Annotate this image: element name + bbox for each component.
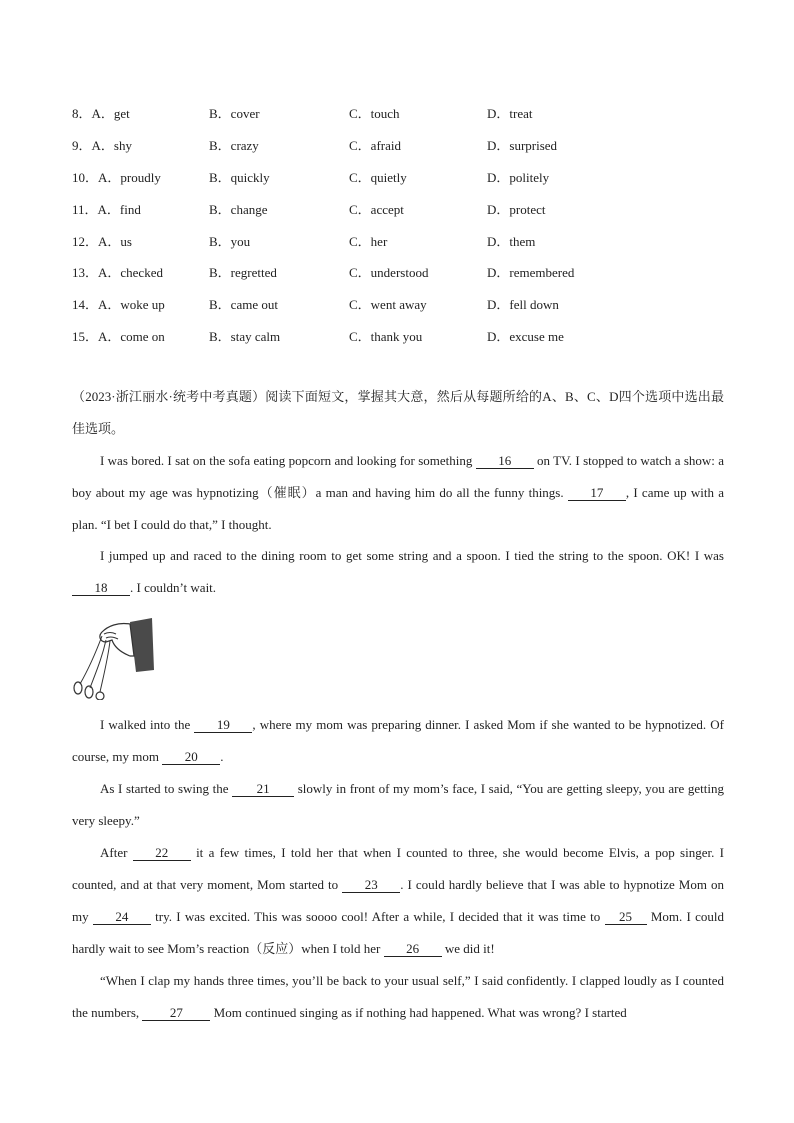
option-a: 11．A．find — [72, 202, 141, 217]
passage-text: After — [100, 845, 133, 860]
option-c: C．afraid — [349, 138, 401, 153]
option-c: C．quietly — [349, 170, 407, 185]
option-d: D．surprised — [487, 138, 558, 153]
option-d: D．remembered — [487, 265, 575, 280]
passage-text: I walked into the — [100, 717, 195, 732]
option-row — [0, 231, 794, 251]
option-c: C．her — [349, 234, 388, 249]
passage-paragraph — [72, 837, 724, 965]
passage-text: I was bored. I sat on the sofa eating popcorn and looking for something — [100, 453, 476, 468]
option-a: 15．A．come on — [72, 329, 165, 344]
section-instruction: （2023·浙江丽水·统考中考真题）阅读下面短文，掌握其大意，然后从每题所给的A、B、C、D四个选项中选出最佳选项。 — [72, 389, 724, 436]
option-b: B．regretted — [209, 265, 277, 280]
answer-blank: 21 — [232, 781, 294, 797]
answer-blank: 20 — [162, 749, 220, 765]
passage-text: , where my mom was preparing dinner. I asked Mom if she wanted to be hypnotized. Of course, my mom — [72, 717, 724, 764]
option-b: B．crazy — [209, 138, 259, 153]
option-c: C．accept — [349, 202, 404, 217]
hypnotize-illustration — [68, 612, 158, 700]
passage-text: , I came up with a plan. “I bet I could do that,” I thought. — [72, 485, 724, 532]
option-a: 13．A．checked — [72, 265, 163, 280]
answer-blank: 19 — [194, 717, 252, 733]
answer-blank: 16 — [476, 453, 534, 469]
option-d: D．fell down — [487, 297, 559, 312]
passage-text: I jumped up and raced to the dining room to get some string and a spoon. I tied the string to the spoon. OK! I was — [100, 548, 724, 563]
option-c: C．thank you — [349, 329, 423, 344]
passage-text: . I could hardly believe that I was able to hypnotize Mom on my — [72, 877, 724, 924]
passage-text: slowly in front of my mom’s face, I said, “You are getting sleepy, you are getting very sleepy.” — [72, 781, 724, 828]
passage-text: . I couldn’t wait. — [130, 580, 217, 595]
option-a: 14．A．woke up — [72, 297, 165, 312]
option-b: B．stay calm — [209, 329, 281, 344]
answer-blank: 23 — [342, 877, 400, 893]
passage-text: try. I was excited. This was soooo cool! After a while, I decided that it was time to — [150, 909, 605, 924]
passage-paragraph — [72, 540, 724, 604]
passage-text: it a few times, I told her that when I counted to three, she would become Elvis, a pop singer. I counted, and at that very moment, Mom started to — [72, 845, 724, 892]
option-d: D．treat — [487, 106, 533, 121]
option-row — [0, 199, 794, 219]
option-b: B．came out — [209, 297, 278, 312]
passage-paragraph — [72, 965, 724, 1029]
option-row — [0, 262, 794, 282]
passage-paragraph — [72, 709, 724, 773]
option-b: B．cover — [209, 106, 260, 121]
option-a: 12．A．us — [72, 234, 132, 249]
passage-text: “When I clap my hands three times, you’ll be back to your usual self,” I said confidently. I clapped loudly as I counted the numbers, — [72, 973, 724, 1020]
answer-blank: 24 — [93, 909, 151, 925]
option-row — [0, 167, 794, 187]
passage-paragraph — [72, 773, 724, 837]
option-a: 10．A．proudly — [72, 170, 161, 185]
option-d: D．excuse me — [487, 329, 564, 344]
passage-text: As I started to swing the — [100, 781, 233, 796]
answer-blank: 27 — [142, 1005, 210, 1021]
option-a: 8．A．get — [72, 106, 130, 121]
option-row — [0, 294, 794, 314]
option-d: D．them — [487, 234, 536, 249]
option-b: B．change — [209, 202, 268, 217]
option-a: 9．A．shy — [72, 138, 132, 153]
answer-blank: 25 — [605, 909, 647, 925]
option-row — [0, 103, 794, 123]
option-row — [0, 326, 794, 346]
passage-text: we did it! — [441, 941, 495, 956]
passage-text: Mom. I could hardly wait to see Mom’s reaction（反应）when I told her — [72, 909, 724, 956]
option-d: D．politely — [487, 170, 550, 185]
passage-text: Mom continued singing as if nothing had happened. What was wrong? I started — [210, 1005, 627, 1020]
answer-blank: 22 — [133, 845, 191, 861]
answer-blank: 26 — [384, 941, 442, 957]
passage-paragraph — [72, 445, 724, 541]
answer-blank: 17 — [568, 485, 626, 501]
option-b: B．you — [209, 234, 251, 249]
passage-text: on TV. I stopped to watch a show: a boy about my age was hypnotizing（催眠）a man and having him do all the funny things. — [72, 453, 724, 500]
option-b: B．quickly — [209, 170, 270, 185]
passage-text: . — [220, 749, 224, 764]
option-row — [0, 135, 794, 155]
option-d: D．protect — [487, 202, 546, 217]
option-c: C．went away — [349, 297, 427, 312]
option-c: C．touch — [349, 106, 400, 121]
option-c: C．understood — [349, 265, 429, 280]
answer-blank: 18 — [72, 580, 130, 596]
